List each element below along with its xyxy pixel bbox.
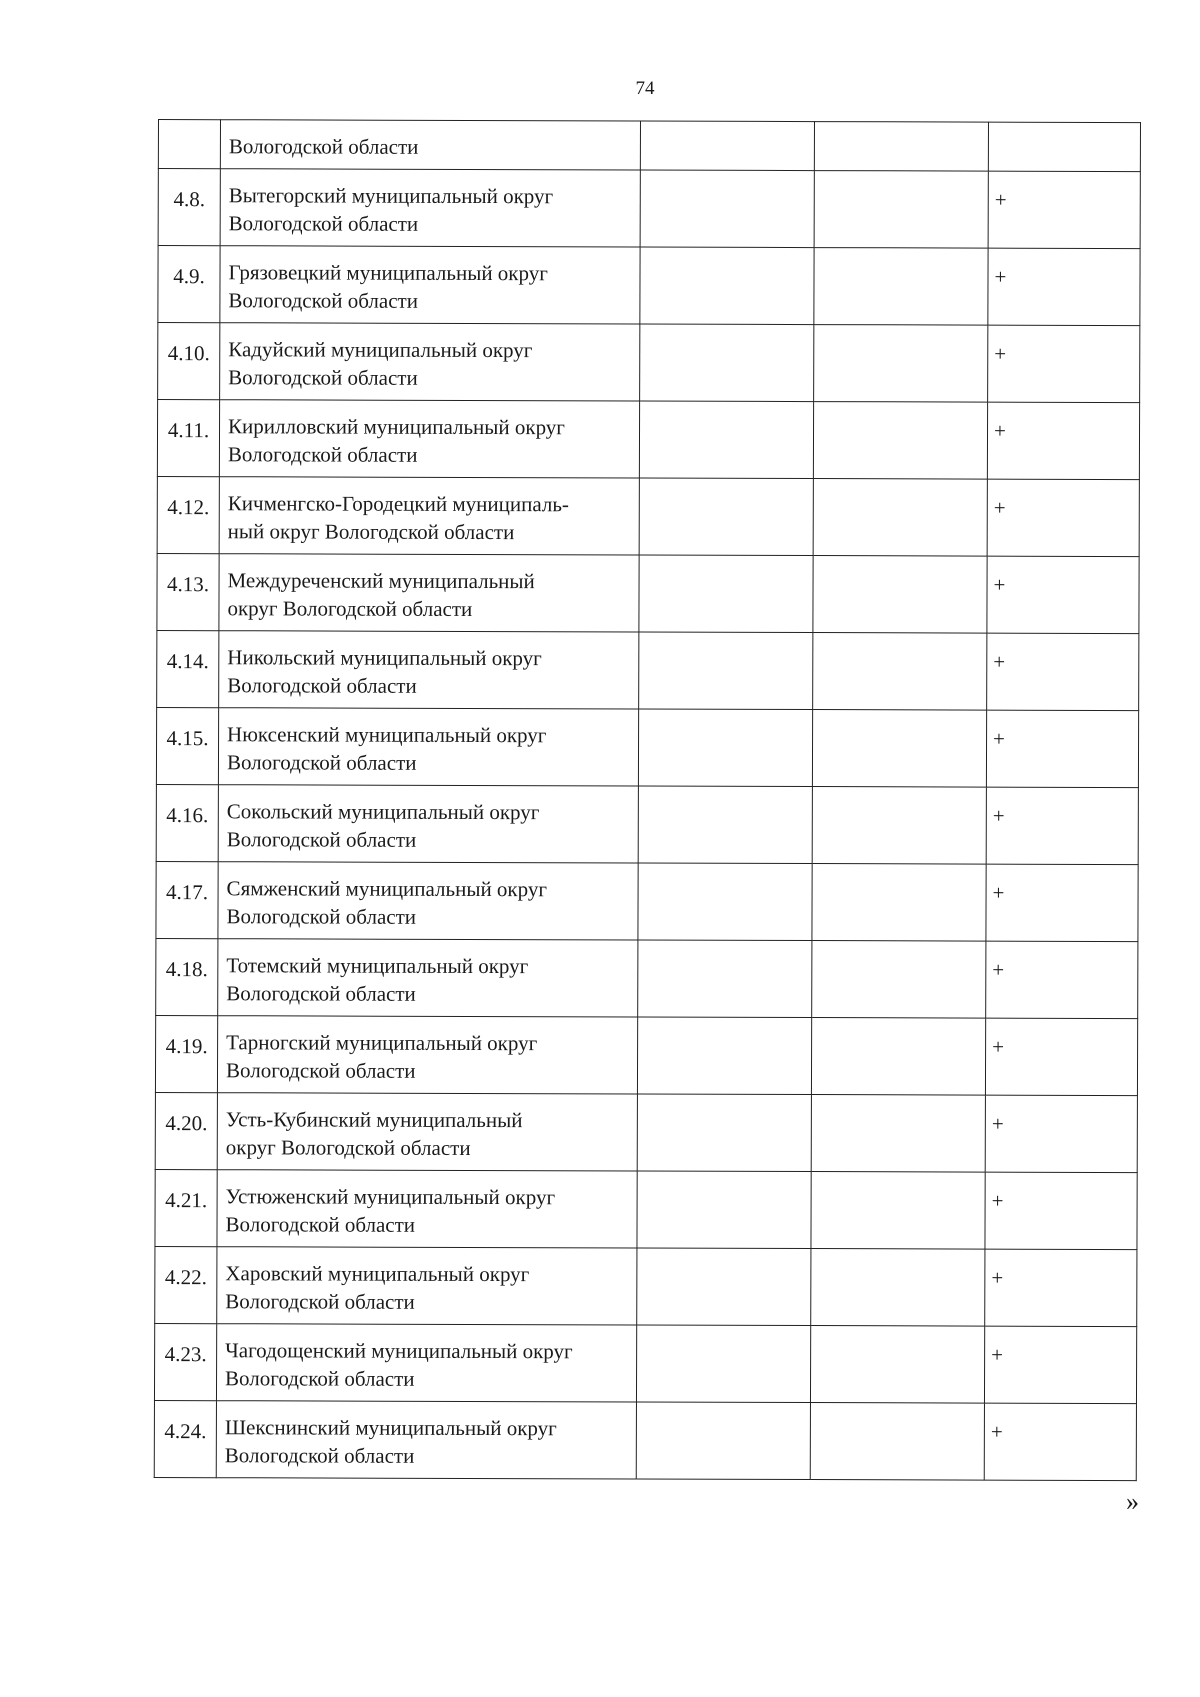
- row-name-line-1: Сокольский муниципальный округ: [226, 799, 540, 825]
- row-col3-cell: [637, 1017, 811, 1095]
- row-number-cell: 4.22.: [155, 1246, 217, 1323]
- table-row: [158, 323, 1140, 403]
- row-col3-cell: [637, 1171, 811, 1249]
- row-name-cell: [218, 939, 638, 1017]
- table-row: [155, 1015, 1137, 1095]
- row-mark-cell: +: [988, 248, 1140, 325]
- row-number-cell: 4.14.: [157, 630, 219, 707]
- row-col4-cell: [812, 710, 986, 788]
- row-name-cell: [220, 120, 640, 170]
- table-row: [155, 1246, 1137, 1326]
- row-name-line-2: Вологодской области: [226, 827, 417, 852]
- row-name-line-1: Устюженский муниципальный округ: [225, 1184, 556, 1210]
- row-name-cell: [216, 1401, 636, 1479]
- row-col4-cell: [810, 1403, 984, 1481]
- row-name-cell: [220, 323, 640, 401]
- row-number-cell: 4.21.: [155, 1169, 217, 1246]
- row-name-cell: [218, 708, 638, 786]
- row-name-cell: [216, 1324, 636, 1402]
- table-row: [156, 861, 1138, 941]
- row-number-cell: 4.11.: [157, 400, 219, 477]
- row-name-line-1: Харовский муниципальный округ: [225, 1261, 530, 1287]
- row-col3-cell: [639, 632, 813, 710]
- row-mark-cell: +: [984, 1326, 1136, 1403]
- row-mark-cell: +: [987, 556, 1139, 633]
- row-name-line-1: Сямженский муниципальный округ: [226, 876, 548, 902]
- row-col4-cell: [813, 402, 987, 480]
- table-row: [154, 1323, 1136, 1403]
- row-name-line-1: Никольский муниципальный округ: [227, 645, 542, 671]
- page-number: 74: [635, 78, 655, 99]
- row-name-line-1: Междуреченский муниципальный: [227, 568, 535, 594]
- row-name-cell: [217, 1016, 637, 1094]
- row-mark-cell: +: [988, 171, 1140, 248]
- row-name-line-1: Вытегорский муниципальный округ: [228, 183, 554, 209]
- row-col3-cell: [640, 247, 814, 325]
- row-name-line-1: Нюксенский муниципальный округ: [227, 722, 547, 748]
- row-col4-cell: [813, 479, 987, 557]
- row-mark-cell: [988, 122, 1140, 171]
- row-name-line-2: Вологодской области: [228, 288, 418, 313]
- row-col4-cell: [811, 1249, 985, 1327]
- table-row: [157, 400, 1139, 480]
- row-number-cell: 4.15.: [156, 707, 218, 784]
- table-row: [156, 938, 1138, 1018]
- row-col3-cell: [637, 1094, 811, 1172]
- row-col3-cell: [638, 863, 812, 941]
- row-name-cell: [220, 169, 640, 247]
- row-mark-cell: +: [985, 1018, 1137, 1095]
- table-row: [156, 707, 1138, 787]
- row-name-line-2: Вологодской области: [228, 365, 418, 390]
- table-row: [157, 553, 1139, 633]
- row-col4-cell: [813, 556, 987, 634]
- row-col3-cell: [638, 786, 812, 864]
- row-name-line-1: Кирилловский муниципальный округ: [227, 414, 565, 440]
- row-number-cell: 4.16.: [156, 784, 218, 861]
- row-name-line-1: Тарногский муниципальный округ: [226, 1030, 538, 1056]
- row-col3-cell: [638, 940, 812, 1018]
- row-col4-cell: [811, 1095, 985, 1173]
- row-name-line-2: Вологодской области: [227, 442, 418, 467]
- row-name-line-2: Вологодской области: [225, 1058, 416, 1083]
- row-name-line-2: Вологодской области: [227, 673, 417, 698]
- row-name-line-1: Кичменгско-Городецкий муниципаль-: [227, 491, 569, 517]
- row-col3-cell: [636, 1325, 810, 1403]
- row-col3-cell: [638, 709, 812, 787]
- row-name-line-2: Вологодской области: [228, 211, 419, 236]
- document-table: [154, 119, 1141, 1481]
- row-name-cell: [220, 246, 640, 324]
- row-mark-cell: +: [985, 1172, 1137, 1249]
- row-col3-cell: [639, 555, 813, 633]
- row-number-cell: [158, 120, 220, 169]
- row-number-cell: 4.8.: [158, 169, 220, 246]
- table-row: [158, 120, 1140, 172]
- row-mark-cell: +: [987, 479, 1139, 556]
- row-name-line-1: Шекснинский муниципальный округ: [224, 1415, 557, 1441]
- row-number-cell: 4.17.: [156, 861, 218, 938]
- row-name-line-2: Вологодской области: [226, 750, 417, 775]
- row-name-line-1: Чагодощенский муниципальный округ: [225, 1338, 573, 1364]
- row-col4-cell: [814, 325, 988, 403]
- row-number-cell: 4.9.: [158, 246, 220, 323]
- row-col3-cell: [637, 1248, 811, 1326]
- row-col4-cell: [812, 787, 986, 865]
- row-name-cell: [217, 1093, 637, 1171]
- row-name-line-1: Усть-Кубинский муниципальный: [225, 1107, 523, 1133]
- row-mark-cell: +: [988, 325, 1140, 402]
- row-name-cell: [219, 554, 639, 632]
- row-name-line-2: ный округ Вологодской области: [227, 519, 515, 545]
- row-col4-cell: [814, 171, 988, 249]
- row-name-line-2: Вологодской области: [225, 1366, 415, 1391]
- row-col4-cell: [813, 633, 987, 711]
- row-col4-cell: [814, 122, 988, 172]
- row-name-line-1: Кадуйский муниципальный округ: [228, 337, 533, 363]
- row-name-cell: [217, 1170, 637, 1248]
- row-name-line-2: Вологодской области: [226, 981, 416, 1006]
- table-row: [158, 169, 1140, 249]
- row-name-line-2: Вологодской области: [225, 1289, 415, 1314]
- row-number-cell: 4.19.: [155, 1015, 217, 1092]
- row-col4-cell: [811, 1018, 985, 1096]
- row-col3-cell: [640, 170, 814, 248]
- row-name-line-1: Тотемский муниципальный округ: [226, 953, 529, 979]
- row-col3-cell: [639, 401, 813, 479]
- row-number-cell: 4.18.: [156, 938, 218, 1015]
- row-name-line-2: Вологодской области: [225, 1212, 416, 1237]
- row-col3-cell: [640, 324, 814, 402]
- row-name-line-1: Грязовецкий муниципальный округ: [228, 260, 548, 286]
- table-row: [157, 476, 1139, 556]
- row-mark-cell: +: [987, 402, 1139, 479]
- row-name-line-2: округ Вологодской области: [227, 596, 473, 621]
- row-col4-cell: [812, 941, 986, 1019]
- row-mark-cell: +: [985, 1095, 1137, 1172]
- row-name-cell: [217, 1247, 637, 1325]
- row-mark-cell: +: [986, 941, 1138, 1018]
- row-name-line-2: Вологодской области: [226, 904, 417, 929]
- row-name-cell: [219, 631, 639, 709]
- table-row: [158, 246, 1140, 326]
- row-name-line-2: округ Вологодской области: [225, 1135, 471, 1160]
- row-mark-cell: +: [986, 710, 1138, 787]
- closing-quote: »: [1126, 1487, 1139, 1516]
- row-col4-cell: [812, 864, 986, 942]
- row-col3-cell: [640, 121, 814, 171]
- row-col4-cell: [810, 1326, 984, 1404]
- table-row: [157, 630, 1139, 710]
- row-number-cell: 4.24.: [154, 1400, 216, 1477]
- row-number-cell: 4.10.: [158, 323, 220, 400]
- row-col4-cell: [814, 248, 988, 326]
- row-mark-cell: +: [986, 864, 1138, 941]
- table-row: [154, 1400, 1136, 1480]
- row-number-cell: 4.20.: [155, 1092, 217, 1169]
- row-mark-cell: +: [985, 1249, 1137, 1326]
- row-mark-cell: +: [984, 1403, 1136, 1480]
- row-name-cell: [219, 400, 639, 478]
- row-number-cell: 4.12.: [157, 476, 219, 553]
- row-name-line-2: Вологодской области: [224, 1443, 415, 1468]
- row-col3-cell: [639, 478, 813, 556]
- row-name-cell: [218, 785, 638, 863]
- row-name-cell: [219, 477, 639, 555]
- row-mark-cell: +: [986, 787, 1138, 864]
- row-number-cell: 4.13.: [157, 553, 219, 630]
- table-row: [155, 1169, 1137, 1249]
- row-col4-cell: [811, 1172, 985, 1250]
- table-row: [156, 784, 1138, 864]
- row-name-line: Вологодской области: [228, 134, 419, 159]
- row-number-cell: 4.23.: [154, 1323, 216, 1400]
- table-row: [155, 1092, 1137, 1172]
- row-mark-cell: +: [987, 633, 1139, 710]
- row-col3-cell: [636, 1402, 810, 1480]
- row-name-cell: [218, 862, 638, 940]
